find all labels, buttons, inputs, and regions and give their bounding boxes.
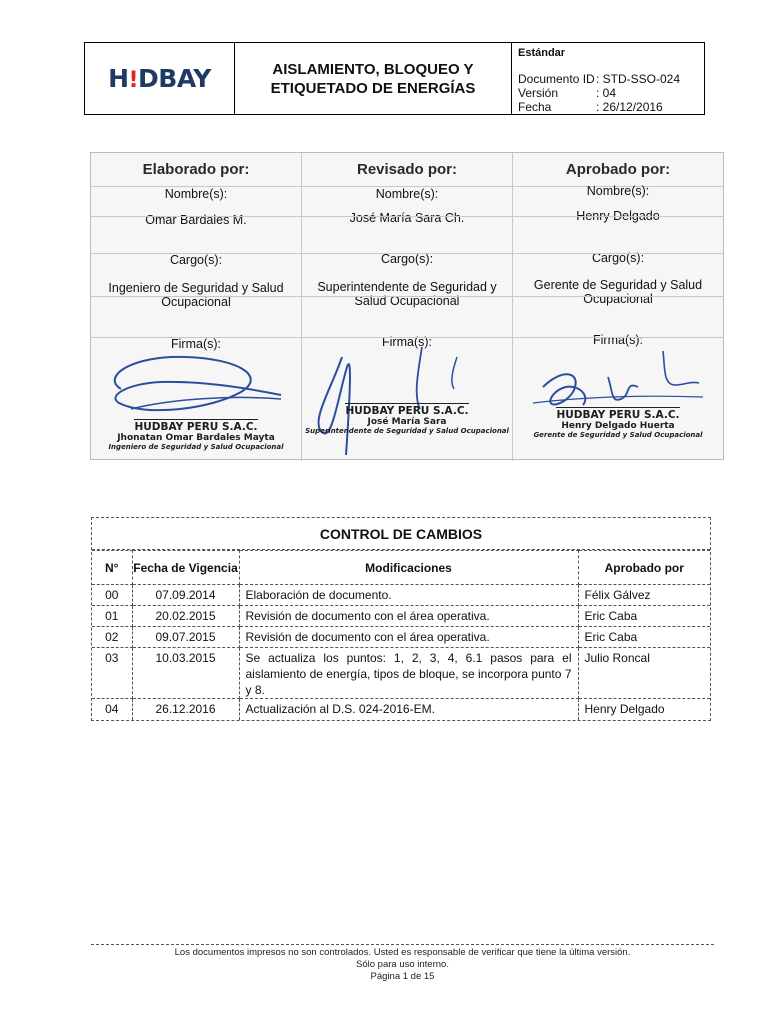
role-label: Cargo(s): (380, 252, 434, 266)
version-value: : 04 (596, 86, 617, 100)
page-footer (91, 944, 714, 983)
approver-role: Superintendente de Seguridad y Salud Ocupacional (317, 280, 497, 308)
change-table-header (92, 551, 710, 585)
logo-text-dbay: DBAY (138, 64, 211, 93)
table-row (92, 606, 710, 627)
signature-label: Firma(s): (382, 335, 432, 349)
header-aprobado: Aprobado por: (565, 161, 671, 178)
approver-role: Ingeniero de Seguridad y Salud Ocupacional (108, 281, 284, 309)
date-value: : 26/12/2016 (596, 100, 663, 114)
approver-name: José María Sara Ch. (349, 211, 465, 225)
table-row (92, 627, 710, 648)
signature-row (91, 337, 723, 461)
logo-text-h: H (108, 64, 129, 93)
role-label: Cargo(s): (169, 253, 223, 267)
stamp-name: José María Sara (367, 417, 447, 427)
document-info (512, 43, 704, 114)
row-approver: Félix Gálvez (578, 585, 710, 606)
signature-cell-3 (513, 337, 723, 461)
row-modification: Revisión de documento con el área operativa. (239, 606, 578, 627)
title-line-1: AISLAMIENTO, BLOQUEO Y (272, 60, 474, 78)
row-modification: Revisión de documento con el área operativa. (239, 627, 578, 648)
hudbay-logo (108, 64, 211, 93)
doc-id-label: Documento ID (518, 72, 595, 86)
row-date: 09.07.2015 (132, 627, 239, 648)
signature-label: Firma(s): (593, 333, 643, 347)
row-number: 01 (92, 606, 132, 627)
doc-id-value: : STD-SSO-024 (596, 72, 681, 86)
doc-id-row (518, 72, 698, 86)
signature-stamp-3 (513, 407, 723, 439)
table-row (92, 699, 710, 720)
stamp-company: HUDBAY PERU S.A.C. (134, 421, 258, 433)
document-header (84, 42, 705, 115)
document-category: Estándar (518, 47, 566, 59)
footer-disclaimer: Los documentos impresos no son controlados. Usted es responsable de verificar que tiene la última versión. (174, 947, 631, 958)
row-separator (91, 253, 723, 254)
signature-scribble-2 (302, 337, 513, 461)
change-control-table (91, 517, 711, 721)
row-separator (91, 296, 723, 297)
signature-stamp-2 (302, 403, 512, 435)
stamp-name: Henry Delgado Huerta (561, 421, 675, 431)
date-row (518, 100, 698, 114)
row-number: 03 (92, 648, 132, 699)
row-date: 10.03.2015 (132, 648, 239, 699)
stamp-company: HUDBAY PERU S.A.C. (556, 409, 680, 421)
signature-cell-2 (302, 337, 513, 461)
signature-stamp-1 (91, 419, 301, 451)
stamp-role: Ingeniero de Seguridad y Salud Ocupacional (108, 443, 284, 451)
approval-header-row (91, 153, 723, 187)
col-date: Fecha de Vigencia (132, 551, 239, 585)
header-elaborado: Elaborado por: (91, 153, 302, 186)
col-number: N° (92, 551, 132, 585)
logo-cell (85, 43, 235, 114)
role-label: Cargo(s): (591, 251, 645, 265)
date-label: Fecha (518, 100, 552, 114)
approval-signature-block (90, 152, 724, 460)
change-control-title: CONTROL DE CAMBIOS (92, 518, 710, 550)
row-approver: Eric Caba (578, 627, 710, 648)
signature-scribble-3 (513, 337, 724, 461)
logo-text-mark: ! (128, 68, 139, 93)
table-row (92, 648, 710, 699)
row-approver: Eric Caba (578, 606, 710, 627)
title-line-2: ETIQUETADO DE ENERGÍAS (270, 79, 476, 97)
row-date: 26.12.2016 (132, 699, 239, 720)
name-label: Nombre(s): (164, 187, 228, 201)
col-approved-by: Aprobado por (578, 551, 710, 585)
row-date: 20.02.2015 (132, 606, 239, 627)
row-separator (91, 216, 723, 217)
row-modification: Se actualiza los puntos: 1, 2, 3, 4, 6.1 pasos para el aislamiento de energía, tipos de bloque, se incorpora punto 7 y 8. (239, 648, 578, 699)
stamp-name: Jhonatan Omar Bardales Mayta (117, 433, 275, 443)
approver-name: Henry Delgado (576, 209, 660, 223)
approver-role: Gerente de Seguridad y Salud Ocupacional (533, 278, 703, 306)
stamp-role: Superintendente de Seguridad y Salud Ocupacional (305, 427, 509, 435)
row-number: 02 (92, 627, 132, 648)
row-approver: Julio Roncal (578, 648, 710, 699)
approver-name: Omar Bardales M. (145, 213, 247, 227)
row-modification: Elaboración de documento. (239, 585, 578, 606)
change-table (92, 550, 710, 720)
row-approver: Henry Delgado (578, 699, 710, 720)
table-row (92, 585, 710, 606)
version-label: Versión (518, 86, 559, 100)
row-number: 04 (92, 699, 132, 720)
col-modifications: Modificaciones (239, 551, 578, 585)
stamp-company: HUDBAY PERU S.A.C. (345, 405, 469, 417)
stamp-role: Gerente de Seguridad y Salud Ocupacional (533, 431, 703, 439)
row-modification: Actualización al D.S. 024-2016-EM. (239, 699, 578, 720)
footer-internal-use: Sólo para uso interno. (356, 959, 449, 970)
version-row (518, 86, 698, 100)
row-number: 00 (92, 585, 132, 606)
name-label: Nombre(s): (586, 184, 650, 198)
document-title (235, 43, 512, 114)
name-label: Nombre(s): (375, 187, 439, 201)
row-date: 07.09.2014 (132, 585, 239, 606)
page-number: Página 1 de 15 (370, 971, 435, 982)
signature-label: Firma(s): (171, 337, 221, 351)
header-revisado: Revisado por: (302, 153, 513, 186)
signature-cell-1 (91, 337, 302, 461)
